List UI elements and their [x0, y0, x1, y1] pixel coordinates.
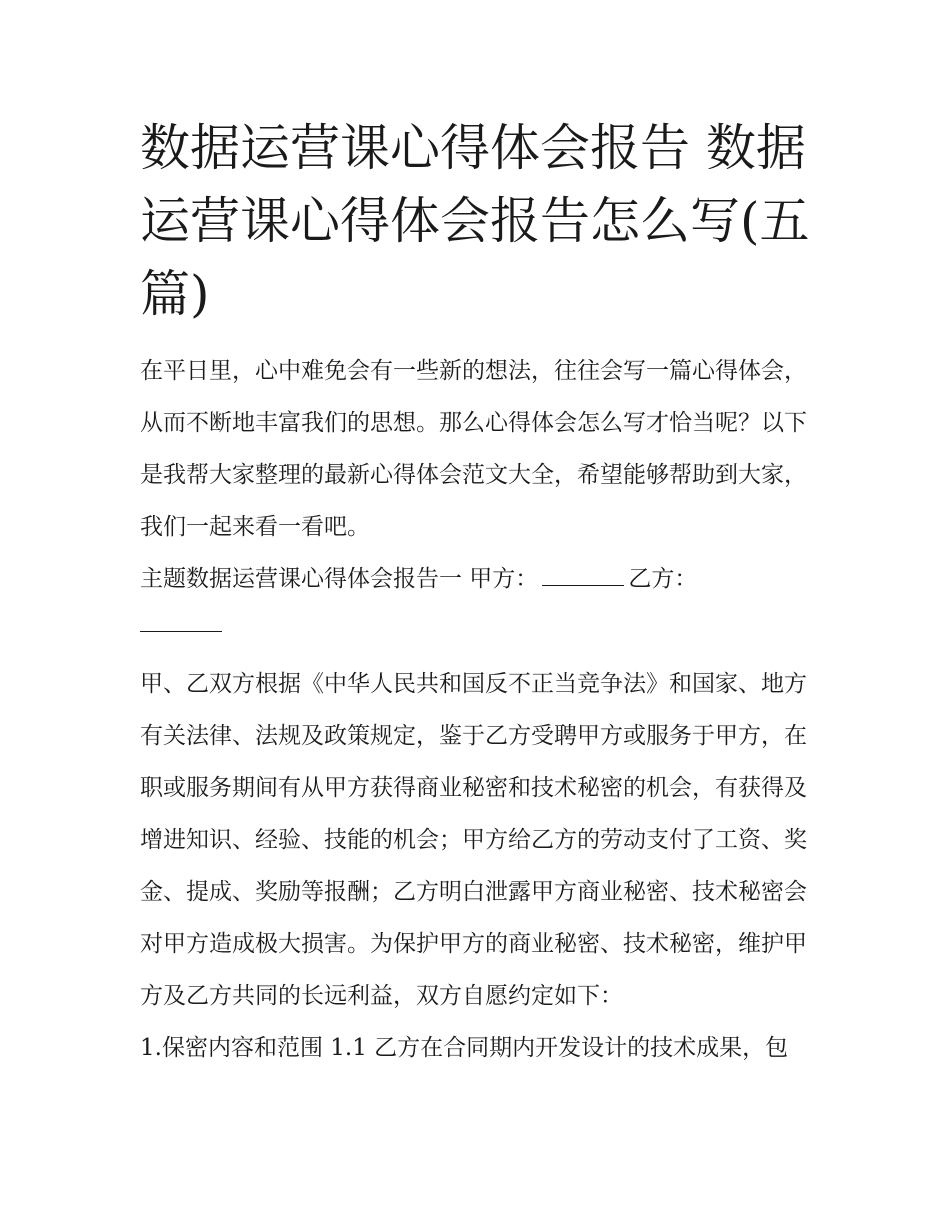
party-a-blank — [542, 563, 624, 586]
party-b-label: 乙方： — [628, 566, 698, 592]
party-b-blank — [140, 605, 222, 632]
agreement-paragraph: 甲、乙双方根据《中华人民共和国反不正当竞争法》和国家、地方有关法律、法规及政策规定，鉴于乙方受聘甲方或服务于甲方，在职或服务期间有从甲方获得商业秘密和技术秘密的机会，有获得及增进知识、经验、技能的机会；甲方给乙方的劳动支付了工资、奖金、提成、奖励等报酬；乙方明白泄露甲方商业秘密、技术秘密会对甲方造成极大损害。为保护甲方的商业秘密、技术秘密，维护甲方及乙方共同的长远利益，双方自愿约定如下： — [140, 671, 807, 1009]
topic-line — [140, 553, 812, 605]
document-page — [140, 112, 812, 1074]
intro-paragraph: 在平日里，心中难免会有一些新的想法，往往会写一篇心得体会，从而不断地丰富我们的思想。那么心得体会怎么写才恰当呢？以下是我帮大家整理的最新心得体会范文大全，希望能够帮助到大家，我们一起来看一看吧。 — [140, 358, 807, 540]
topic-line-text: 主题数据运营课心得体会报告一 甲方： — [140, 566, 539, 592]
clause-1-paragraph: 1.保密内容和范围 1.1 乙方在合同期内开发设计的技术成果，包 — [140, 1035, 789, 1061]
document-title: 数据运营课心得体会报告 数据运营课心得体会报告怎么写(五篇) — [140, 119, 810, 323]
